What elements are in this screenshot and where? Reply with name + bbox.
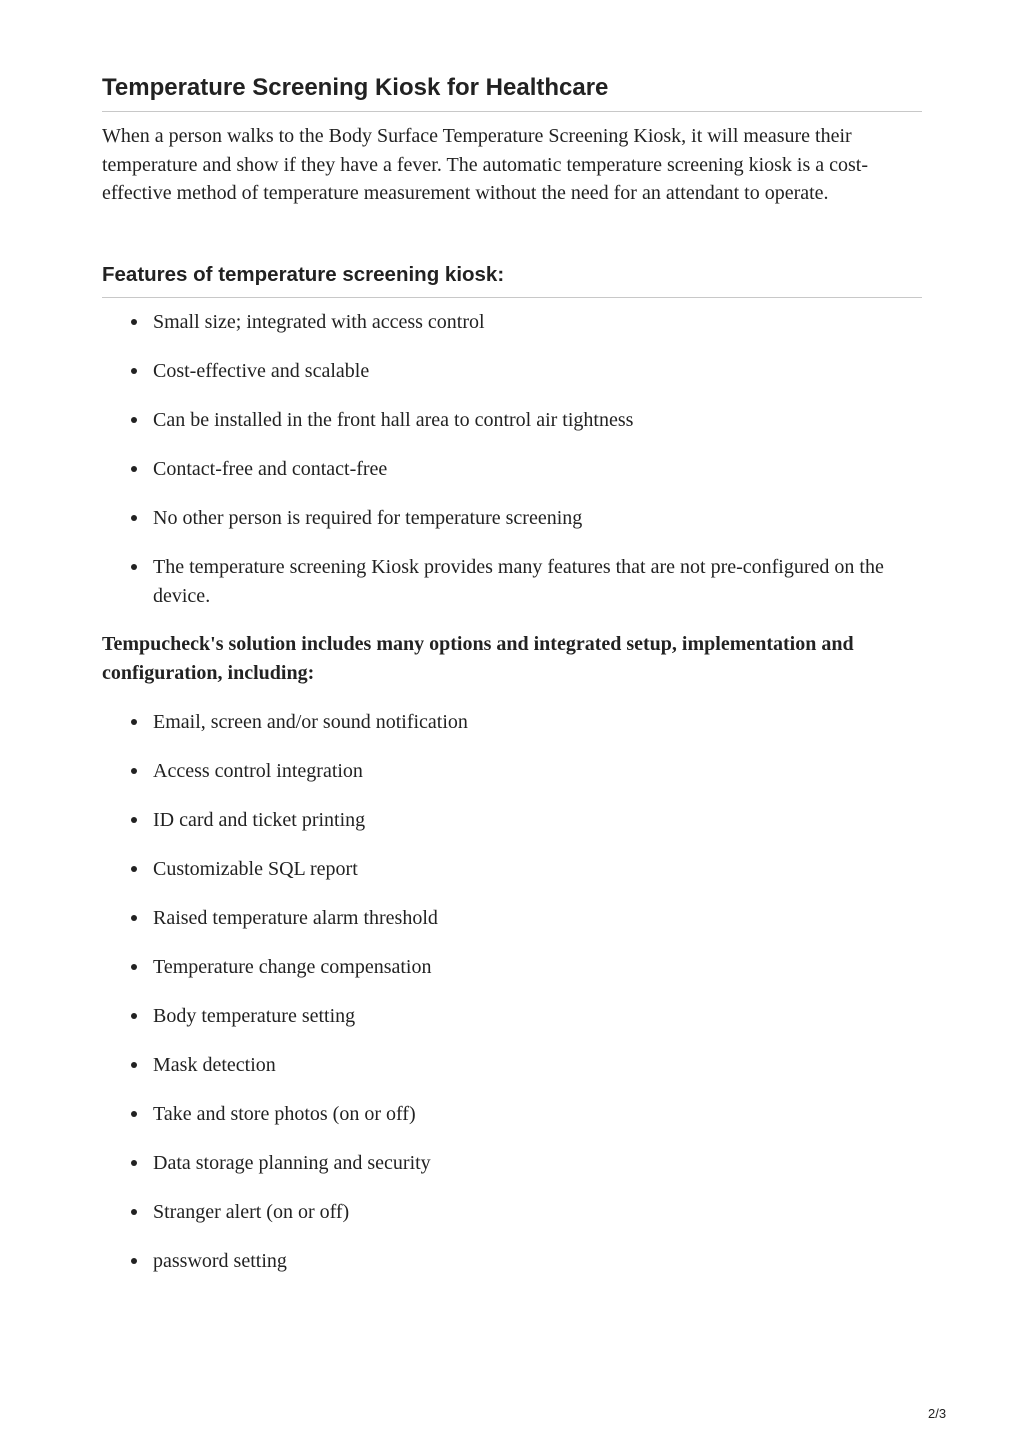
bullet-icon <box>131 768 137 774</box>
list-item-text: Small size; integrated with access control <box>153 311 485 333</box>
list-item <box>102 1100 922 1129</box>
list-item <box>102 757 922 786</box>
list-item <box>102 406 922 435</box>
bullet-icon <box>131 817 137 823</box>
list-item-text: Stranger alert (on or off) <box>153 1201 350 1223</box>
list-item <box>102 1149 922 1178</box>
list-item <box>102 504 922 533</box>
list-item <box>102 904 922 933</box>
list-item <box>102 1051 922 1080</box>
list-item <box>102 1002 922 1031</box>
list-item-text: Access control integration <box>153 760 363 782</box>
list-item <box>102 953 922 982</box>
list-item-text: Can be installed in the front hall area to control air tightness <box>153 409 634 431</box>
bullet-icon <box>131 1111 137 1117</box>
list-item <box>102 455 922 484</box>
list-item <box>102 806 922 835</box>
list-item-text: Body temperature setting <box>153 1005 356 1027</box>
bullet-icon <box>131 417 137 423</box>
list-item <box>102 1198 922 1227</box>
list-item-text: password setting <box>153 1250 287 1272</box>
page-number: 2/3 <box>928 1406 947 1421</box>
solution-paragraph: Tempucheck's solution includes many options and integrated setup, implementation and configuration, including: <box>102 633 854 684</box>
list-item-text: Email, screen and/or sound notification <box>153 711 468 733</box>
bullet-icon <box>131 915 137 921</box>
list-item-text: No other person is required for temperature screening <box>153 507 583 529</box>
list-item-text: Cost-effective and scalable <box>153 360 370 382</box>
options-list <box>102 708 922 1296</box>
title-divider <box>102 111 922 112</box>
bullet-icon <box>131 319 137 325</box>
bullet-icon <box>131 515 137 521</box>
features-list <box>102 308 922 631</box>
list-item-text: The temperature screening Kiosk provides many features that are not pre-configured on the device. <box>153 556 884 607</box>
list-item-text: Contact-free and contact-free <box>153 458 388 480</box>
list-item <box>102 855 922 884</box>
bullet-icon <box>131 1258 137 1264</box>
bullet-icon <box>131 964 137 970</box>
intro-paragraph: When a person walks to the Body Surface Temperature Screening Kiosk, it will measure their temperature and show if they have a fever. The automatic temperature screening kiosk is a cost-effective method of temperature measurement without the need for an attendant to operate. <box>102 125 869 204</box>
bullet-icon <box>131 368 137 374</box>
page-title: Temperature Screening Kiosk for Healthcare <box>102 74 609 101</box>
bullet-icon <box>131 1209 137 1215</box>
list-item-text: Temperature change compensation <box>153 956 432 978</box>
list-item <box>102 553 893 610</box>
list-item-text: Take and store photos (on or off) <box>153 1103 416 1125</box>
list-item <box>102 308 922 337</box>
list-item <box>102 708 922 737</box>
list-item <box>102 1247 922 1276</box>
bullet-icon <box>131 564 137 570</box>
list-item-text: Raised temperature alarm threshold <box>153 907 438 929</box>
list-item-text: Mask detection <box>153 1054 276 1076</box>
list-item-text: Data storage planning and security <box>153 1152 431 1174</box>
bullet-icon <box>131 466 137 472</box>
bullet-icon <box>131 1160 137 1166</box>
features-divider <box>102 297 922 298</box>
bullet-icon <box>131 719 137 725</box>
bullet-icon <box>131 1013 137 1019</box>
list-item-text: Customizable SQL report <box>153 858 358 880</box>
bullet-icon <box>131 1062 137 1068</box>
list-item <box>102 357 922 386</box>
bullet-icon <box>131 866 137 872</box>
features-heading: Features of temperature screening kiosk: <box>102 263 505 286</box>
list-item-text: ID card and ticket printing <box>153 809 366 831</box>
